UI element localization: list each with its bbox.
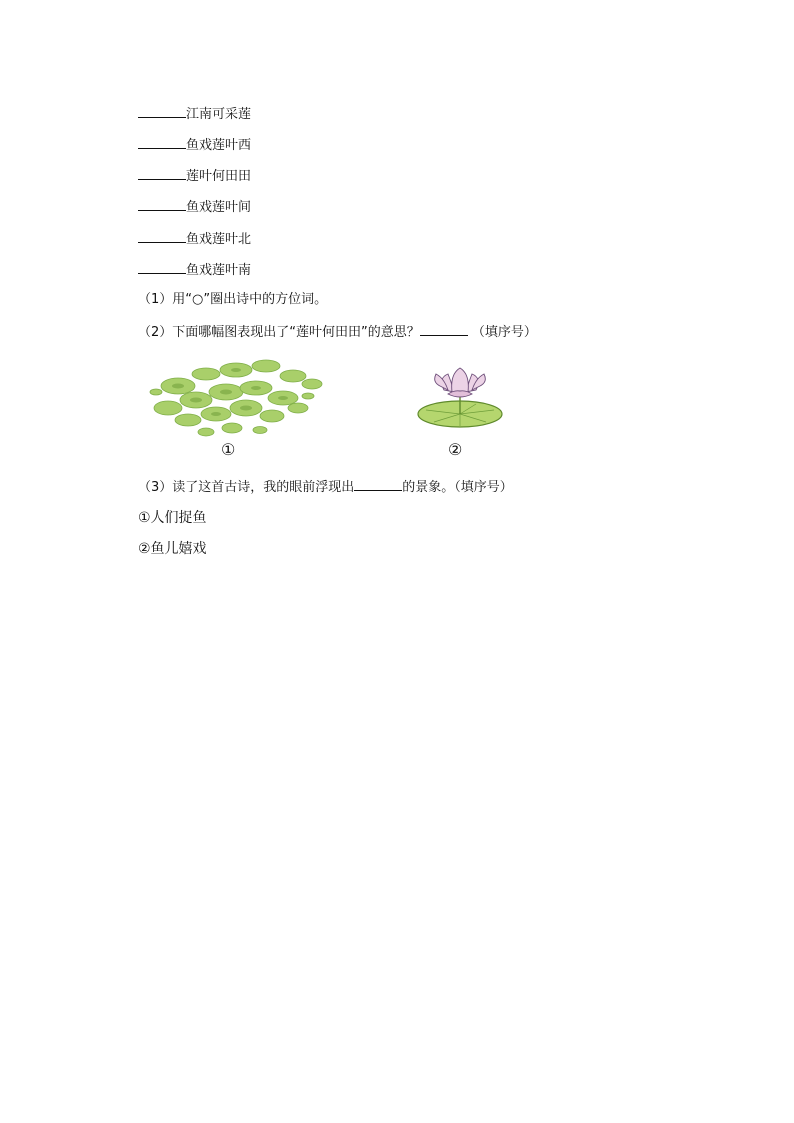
question-3 [138,478,513,496]
question-3-text: （3）读了这首古诗，我的眼前浮现出 [138,480,355,495]
poem-line-text: 鱼戏莲叶间 [186,200,252,215]
question-2-text: （2）下面哪幅图表现出了“莲叶何田田”的意思？ [138,325,420,340]
option-2-text: ②鱼儿嬉戏 [138,541,207,557]
poem-line-text: 鱼戏莲叶北 [186,232,252,247]
answer-blank[interactable] [138,230,186,243]
question-3-suffix: 的景象。（填序号） [402,480,513,495]
poem-line-6 [138,261,251,279]
poem-line-text: 江南可采莲 [186,107,252,122]
poem-line-2 [138,136,251,154]
answer-blank[interactable] [138,167,186,180]
poem-line-4 [138,198,251,216]
lotus-leaves-figure [148,356,324,438]
poem-line-1 [138,105,251,123]
poem-line-3 [138,167,251,185]
option-2 [138,541,207,557]
answer-blank[interactable] [138,198,186,211]
figure-2-caption: ② [448,440,463,459]
option-1-text: ①人们捉鱼 [138,510,207,526]
question-2-suffix: （填序号） [471,325,537,340]
option-1 [138,510,207,526]
poem-line-text: 鱼戏莲叶西 [186,138,252,153]
poem-line-text: 鱼戏莲叶南 [186,263,252,278]
question-1-text: （1）用“○”圈出诗中的方位词。 [138,292,328,307]
poem-line-text: 莲叶何田田 [186,169,252,184]
lotus-flower-figure [414,364,506,432]
poem-line-5 [138,230,251,248]
answer-blank[interactable] [138,261,186,274]
answer-blank[interactable] [420,323,468,336]
figure-1-caption: ① [221,440,236,459]
answer-blank[interactable] [138,136,186,149]
answer-blank[interactable] [354,478,402,491]
question-2 [138,323,537,341]
answer-blank[interactable] [138,105,186,118]
question-1 [138,292,327,308]
